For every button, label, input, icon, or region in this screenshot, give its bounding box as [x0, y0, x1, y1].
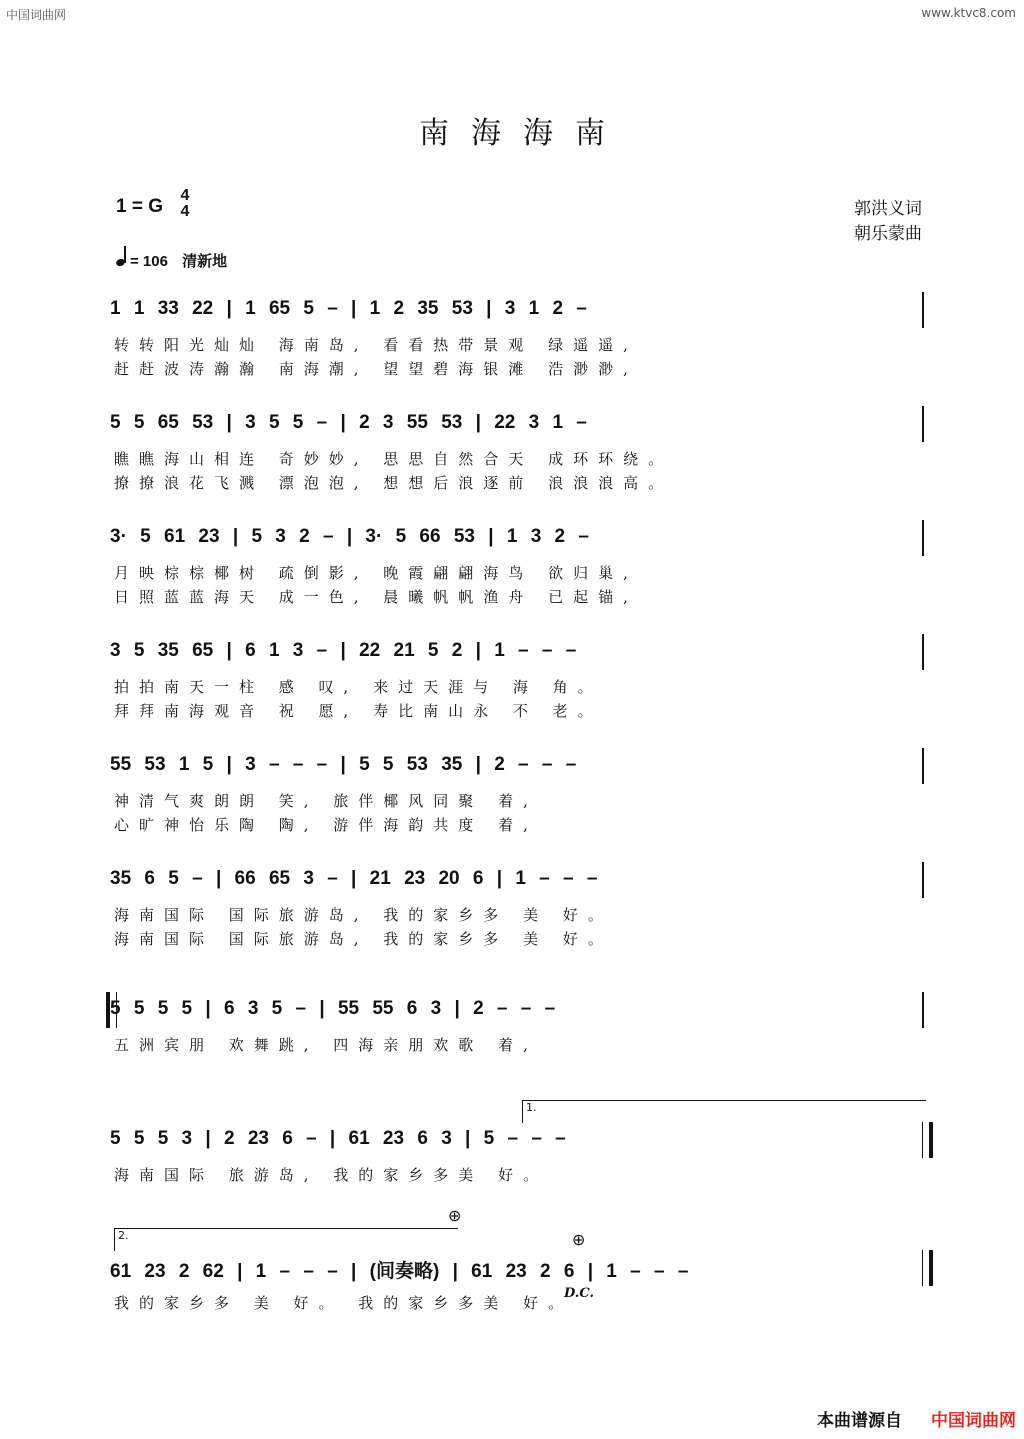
lyric-line-2: 心旷神怡乐陶 陶, 游伴海韵共度 着, [114, 816, 538, 834]
volta-second-ending: 2. [114, 1228, 458, 1251]
lyric-line-1: 神清气爽朗朗 笑, 旅伴椰风同聚 着, [114, 792, 538, 810]
lyric-line-2: 撩撩浪花飞溅 漂泡泡, 想想后浪逐前 浪浪浪高。 [114, 474, 674, 492]
watermark-left: 中国词曲网 [6, 8, 67, 22]
watermark-right: www.ktvc8.com [921, 6, 1016, 20]
notation-line: 1 1 33 22 | 1 65 5 – | 1 2 35 53 | 3 1 2 – [110, 298, 587, 319]
lyric-line-2: 海南国际 国际旅游岛, 我的家乡多 美 好。 [114, 930, 613, 948]
barline [922, 1122, 933, 1158]
lyric-line-1: 海南国际 国际旅游岛, 我的家乡多 美 好。 [114, 906, 613, 924]
notation-line: 5 5 65 53 | 3 5 5 – | 2 3 55 53 | 22 3 1 – [110, 412, 587, 433]
barline [922, 292, 924, 328]
barline [922, 634, 924, 670]
composer-credit: 朝乐蒙曲 [854, 224, 922, 244]
song-title: 南海海南 [419, 116, 627, 151]
notation-line: 35 6 5 – | 66 65 3 – | 21 23 20 6 | 1 – – – [110, 868, 598, 889]
lyric-line-1: 我的家乡多 美 好。 我的家乡多美 好。 [114, 1294, 574, 1312]
lyric-line-2: 日照蓝蓝海天 成一色, 晨曦帆帆渔舟 已起锚, [114, 588, 638, 606]
tempo-marking [116, 250, 227, 271]
time-signature-bottom: 4 [180, 203, 190, 220]
footer-source: 本曲谱源自 [817, 1411, 902, 1430]
volta-first-ending: 1. [522, 1100, 926, 1123]
notation-line: 61 23 2 62 | 1 – – – | (间奏略) | 61 23 2 6 | 1 – – – [110, 1261, 689, 1282]
lyric-line-1: 转转阳光灿灿 海南岛, 看看热带景观 绿遥遥, [114, 336, 638, 354]
lyricist-credit: 郭洪义词 [854, 199, 922, 219]
notation-line: 5 5 5 3 | 2 23 6 – | 61 23 6 3 | 5 – – – [110, 1128, 566, 1149]
notation-line: 3 5 35 65 | 6 1 3 – | 22 21 5 2 | 1 – – – [110, 640, 577, 661]
barline [922, 1250, 933, 1286]
barline [922, 520, 924, 556]
repeat-start-barline [106, 992, 117, 1028]
quarter-note-icon [116, 254, 126, 266]
coda-icon: ⊕ [572, 1230, 586, 1249]
barline [922, 406, 924, 442]
barline [922, 862, 924, 898]
time-signature [178, 188, 192, 220]
lyric-line-2: 拜拜南海观音 祝 愿, 寿比南山永 不 老。 [114, 702, 603, 720]
notation-line: 5 5 5 5 | 6 3 5 – | 55 55 6 3 | 2 – – – [110, 998, 556, 1019]
lyric-line-1: 海南国际 旅游岛, 我的家乡多美 好。 [114, 1166, 549, 1184]
notation-line: 3· 5 61 23 | 5 3 2 – | 3· 5 66 53 | 1 3 2 – [110, 526, 589, 547]
lyric-line-2: 赶赶波涛瀚瀚 南海潮, 望望碧海银滩 浩渺渺, [114, 360, 638, 378]
key-signature: 1 = G [116, 196, 163, 217]
notation-line: 55 53 1 5 | 3 – – – | 5 5 53 35 | 2 – – – [110, 754, 577, 775]
time-signature-top: 4 [180, 187, 190, 204]
barline [922, 992, 924, 1028]
lyric-line-1: 月映棕棕椰树 疏倒影, 晚霞翩翩海鸟 欲归巢, [114, 564, 638, 582]
footer-site: 中国词曲网 [931, 1411, 1016, 1430]
da-capo-mark: D.C. [564, 1286, 594, 1301]
lyric-line-1: 五洲宾朋 欢舞跳, 四海亲朋欢歌 着, [114, 1036, 538, 1054]
tempo-value: = 106 [130, 253, 168, 270]
lyric-line-1: 拍拍南天一柱 感 叹, 来过天涯与 海 角。 [114, 678, 603, 696]
barline [922, 748, 924, 784]
expression-mark: 清新地 [182, 253, 228, 270]
coda-icon: ⊕ [448, 1206, 462, 1225]
lyric-line-1: 瞧瞧海山相连 奇妙妙, 思思自然合天 成环环绕。 [114, 450, 674, 468]
